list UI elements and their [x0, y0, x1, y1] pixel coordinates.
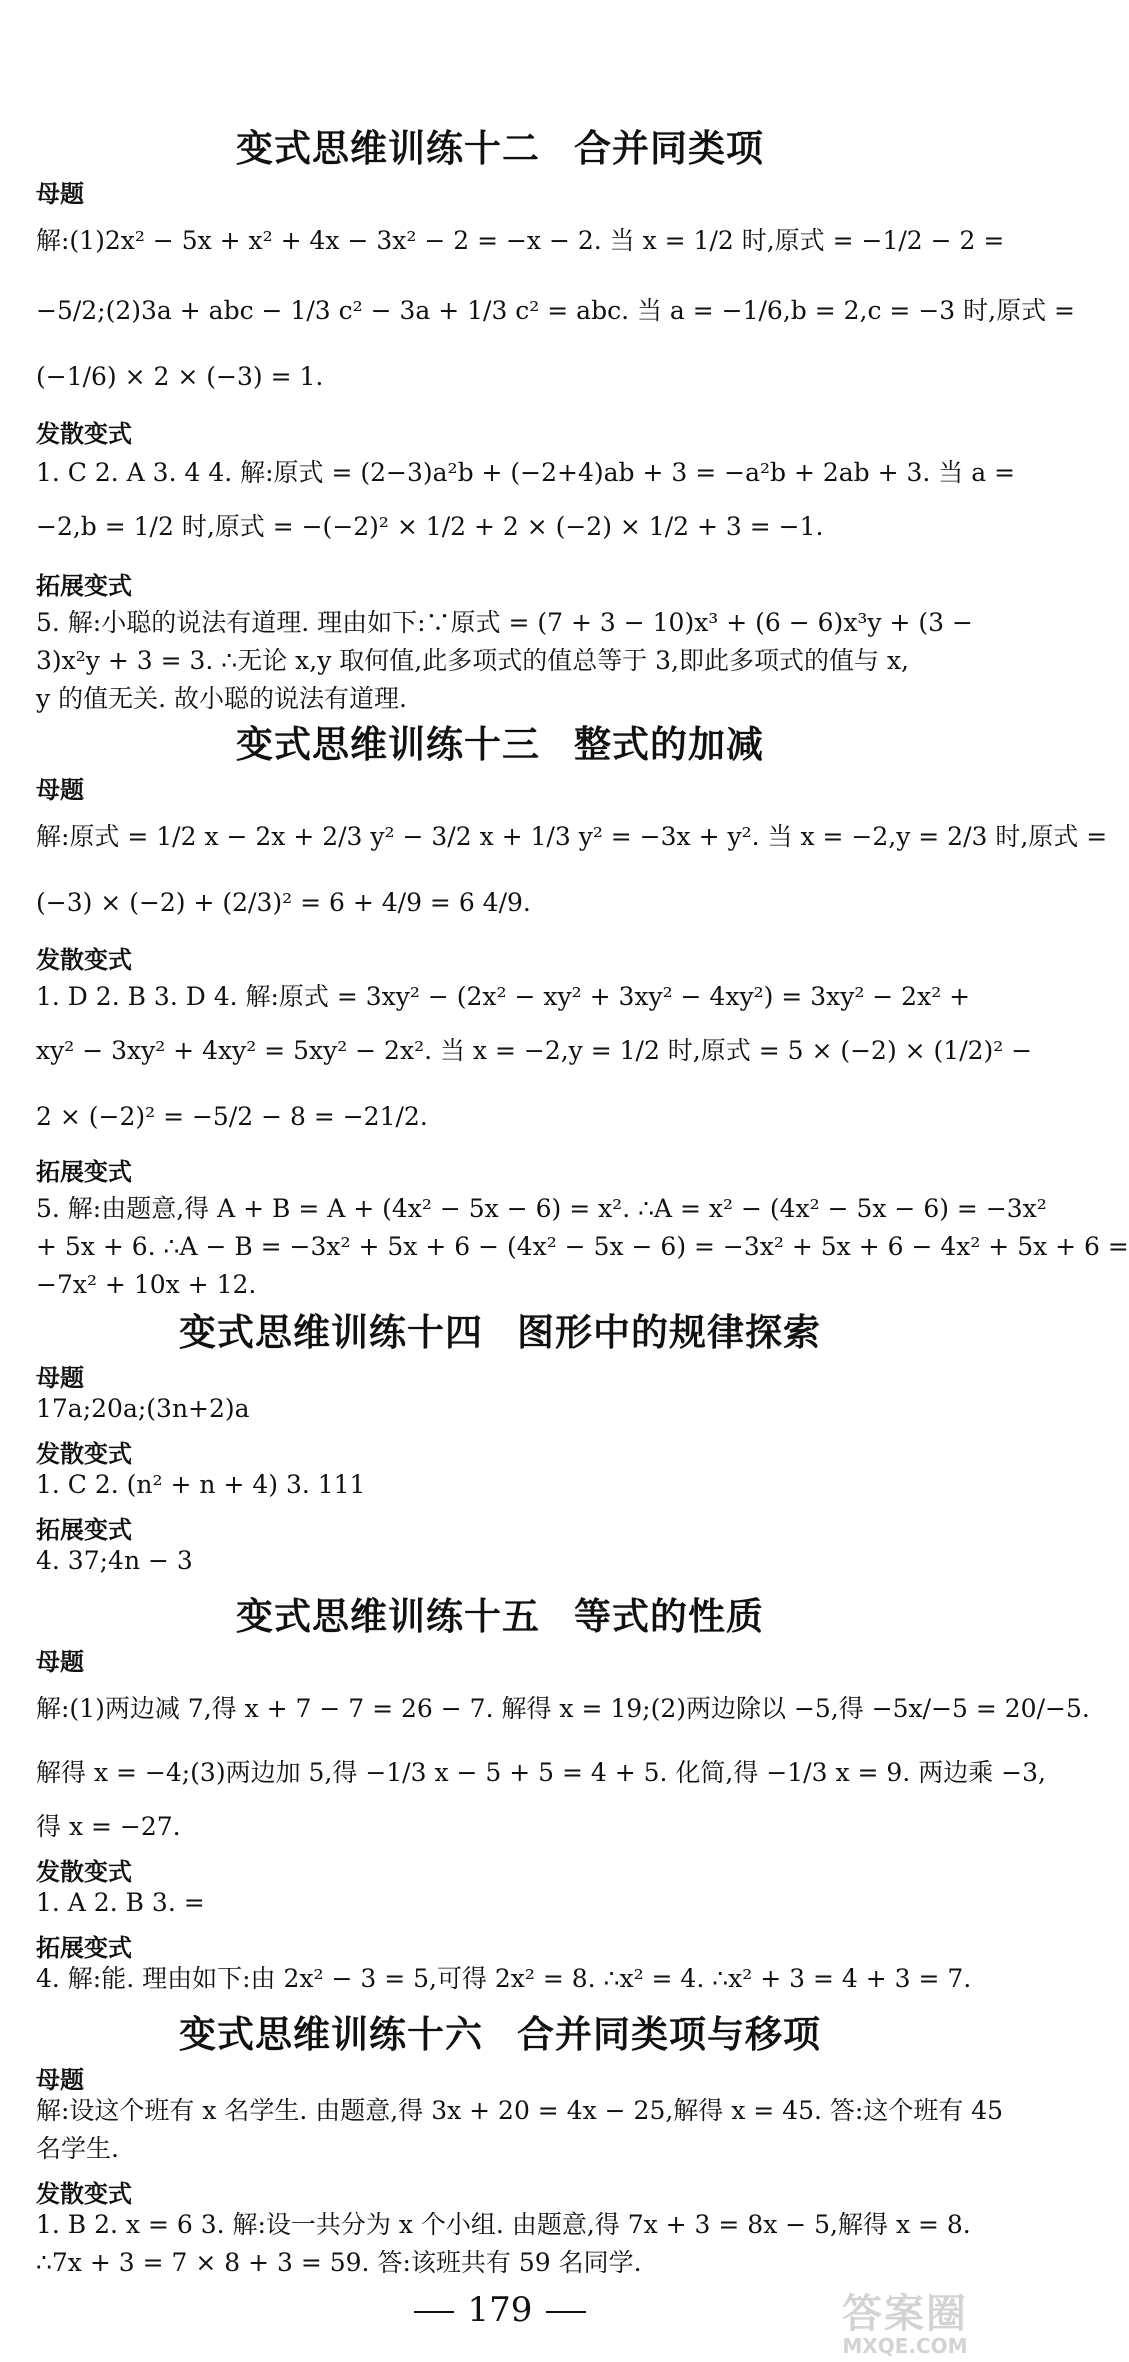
heading-mother-question: 母题	[36, 180, 84, 208]
text-line: 解:(1)2x² − 5x + x² + 4x − 3x² − 2 = −x − 2. 当 x = 1/2 时,原式 = −1/2 − 2 =	[36, 226, 1005, 255]
heading-divergent-variant: 发散变式	[36, 946, 132, 974]
heading-mother-question: 母题	[36, 2066, 84, 2094]
page-number: 179	[467, 2290, 533, 2330]
text-line: −2,b = 1/2 时,原式 = −(−2)² × 1/2 + 2 × (−2) × 1/2 + 3 = −1.	[36, 512, 824, 541]
text-line: 1. A 2. B 3. =	[36, 1888, 205, 1917]
text-line: 解得 x = −4;(3)两边加 5,得 −1/3 x − 5 + 5 = 4 + 5. 化简,得 −1/3 x = 9. 两边乘 −3,	[36, 1758, 1046, 1787]
section-16-title: 变式思维训练十六 合并同类项与移项	[179, 2012, 821, 2056]
text-line: 2 × (−2)² = −5/2 − 8 = −21/2.	[36, 1102, 428, 1131]
text-line: 3)x²y + 3 = 3. ∴无论 x,y 取何值,此多项式的值总等于 3,即此多项式的值与 x,	[36, 646, 910, 675]
watermark-url: MXQE.COM	[842, 2334, 968, 2358]
heading-divergent-variant: 发散变式	[36, 1440, 132, 1468]
text-line: (−3) × (−2) + (2/3)² = 6 + 4/9 = 6 4/9.	[36, 888, 531, 917]
section-15-title: 变式思维训练十五 等式的性质	[236, 1594, 764, 1638]
text-line: + 5x + 6. ∴A − B = −3x² + 5x + 6 − (4x² − 5x − 6) = −3x² + 5x + 6 − 4x² + 5x + 6 =	[36, 1232, 1129, 1261]
text-line: 4. 37;4n − 3	[36, 1546, 193, 1575]
heading-divergent-variant: 发散变式	[36, 1858, 132, 1886]
text-line: 4. 解:能. 理由如下:由 2x² − 3 = 5,可得 2x² = 8. ∴x² = 4. ∴x² + 3 = 4 + 3 = 7.	[36, 1964, 972, 1993]
watermark-logo: 答案圈	[842, 2291, 968, 2337]
text-line: 1. C 2. A 3. 4 4. 解:原式 = (2−3)a²b + (−2+4)ab + 3 = −a²b + 2ab + 3. 当 a =	[36, 458, 1016, 487]
text-line: 解:设这个班有 x 名学生. 由题意,得 3x + 20 = 4x − 25,解得 x = 45. 答:这个班有 45	[36, 2096, 1004, 2125]
text-line: xy² − 3xy² + 4xy² = 5xy² − 2x². 当 x = −2,y = 1/2 时,原式 = 5 × (−2) × (1/2)² −	[36, 1036, 1033, 1065]
heading-extension-variant: 拓展变式	[36, 572, 132, 600]
heading-divergent-variant: 发散变式	[36, 2180, 132, 2208]
footer-dash-left	[414, 2311, 454, 2313]
text-line: −7x² + 10x + 12.	[36, 1270, 257, 1299]
text-line: −5/2;(2)3a + abc − 1/3 c² − 3a + 1/3 c² = abc. 当 a = −1/6,b = 2,c = −3 时,原式 =	[36, 296, 1075, 325]
heading-divergent-variant: 发散变式	[36, 420, 132, 448]
text-line: y 的值无关. 故小聪的说法有道理.	[36, 684, 407, 713]
heading-extension-variant: 拓展变式	[36, 1934, 132, 1962]
text-line: 5. 解:小聪的说法有道理. 理由如下:∵原式 = (7 + 3 − 10)x³ + (6 − 6)x³y + (3 −	[36, 608, 973, 637]
text-line: 解:原式 = 1/2 x − 2x + 2/3 y² − 3/2 x + 1/3 y² = −3x + y². 当 x = −2,y = 2/3 时,原式 =	[36, 822, 1108, 851]
heading-extension-variant: 拓展变式	[36, 1158, 132, 1186]
heading-extension-variant: 拓展变式	[36, 1516, 132, 1544]
text-line: 1. B 2. x = 6 3. 解:设一共分为 x 个小组. 由题意,得 7x + 3 = 8x − 5,解得 x = 8.	[36, 2210, 971, 2239]
section-13-title: 变式思维训练十三 整式的加减	[236, 722, 764, 766]
text-line: 1. C 2. (n² + n + 4) 3. 111	[36, 1470, 366, 1499]
section-14-title: 变式思维训练十四 图形中的规律探索	[179, 1310, 821, 1354]
heading-mother-question: 母题	[36, 1648, 84, 1676]
text-line: (−1/6) × 2 × (−3) = 1.	[36, 362, 324, 391]
footer-dash-right	[546, 2311, 586, 2313]
heading-mother-question: 母题	[36, 776, 84, 804]
text-line: 1. D 2. B 3. D 4. 解:原式 = 3xy² − (2x² − xy² + 3xy² − 4xy²) = 3xy² − 2x² +	[36, 982, 971, 1011]
text-line: 得 x = −27.	[36, 1812, 181, 1841]
section-12-title: 变式思维训练十二 合并同类项	[236, 126, 764, 170]
text-line: 17a;20a;(3n+2)a	[36, 1394, 250, 1423]
text-line: 名学生.	[36, 2134, 119, 2163]
text-line: 解:(1)两边减 7,得 x + 7 − 7 = 26 − 7. 解得 x = 19;(2)两边除以 −5,得 −5x/−5 = 20/−5.	[36, 1694, 1090, 1723]
watermark	[820, 2282, 990, 2358]
text-line: 5. 解:由题意,得 A + B = A + (4x² − 5x − 6) = x². ∴A = x² − (4x² − 5x − 6) = −3x²	[36, 1194, 1047, 1223]
heading-mother-question: 母题	[36, 1364, 84, 1392]
text-line: ∴7x + 3 = 7 × 8 + 3 = 59. 答:该班共有 59 名同学.	[36, 2248, 642, 2277]
